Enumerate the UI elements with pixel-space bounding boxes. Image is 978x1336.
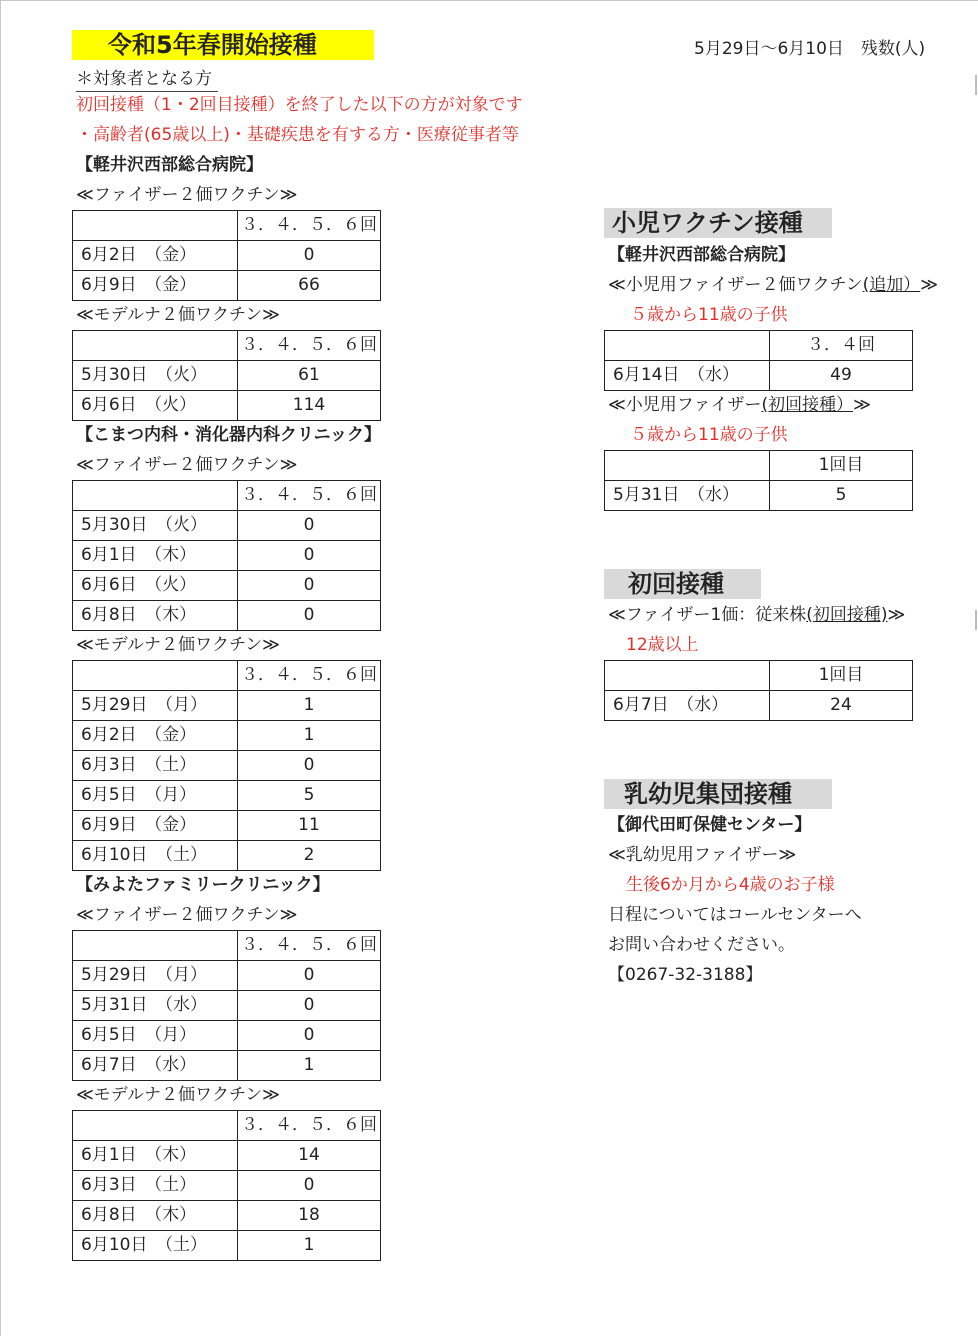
count-cell: 61 xyxy=(238,361,381,391)
count-cell: 18 xyxy=(238,1201,381,1231)
hospital-name: 【軽井沢西部総合病院】 xyxy=(608,245,795,265)
date-cell: 6月10日 （土） xyxy=(73,841,238,871)
section-heading: 小児ワクチン接種 xyxy=(604,208,832,238)
table-row xyxy=(73,391,381,421)
vaccine-label-close: ≫ xyxy=(853,395,871,415)
table-row xyxy=(73,1201,381,1231)
count-cell: 1 xyxy=(238,721,381,751)
table-row xyxy=(73,1141,381,1171)
table-header-row xyxy=(73,661,381,691)
count-cell: 0 xyxy=(238,991,381,1021)
date-cell: 6月1日 （木） xyxy=(73,541,238,571)
slots-table xyxy=(72,480,381,631)
table-header-row xyxy=(73,1111,381,1141)
date-cell: 6月2日 （金） xyxy=(73,241,238,271)
sheet-top-border xyxy=(0,0,978,1)
date-cell: 6月7日 （水） xyxy=(605,691,770,721)
column-header: ３．４．５．６回 xyxy=(238,331,381,361)
vaccine-label-underlined: (初回接種) xyxy=(806,605,888,625)
count-cell: 0 xyxy=(238,1021,381,1051)
count-cell: 24 xyxy=(770,691,913,721)
target-label: ＊対象者となる方 xyxy=(76,64,218,92)
table-row xyxy=(73,961,381,991)
count-cell: 0 xyxy=(238,241,381,271)
column-header: ３．４．５．６回 xyxy=(238,1111,381,1141)
date-cell: 6月14日 （水） xyxy=(605,361,770,391)
table-row xyxy=(73,241,381,271)
date-cell: 5月31日 （水） xyxy=(73,991,238,1021)
date-cell: 6月1日 （木） xyxy=(73,1141,238,1171)
table-row xyxy=(73,571,381,601)
count-cell: 2 xyxy=(238,841,381,871)
slots-table xyxy=(72,930,381,1081)
table-header-row xyxy=(73,211,381,241)
count-cell: 114 xyxy=(238,391,381,421)
age-note: ５歳から11歳の子供 xyxy=(630,305,788,325)
count-cell: 0 xyxy=(238,571,381,601)
phone-number: 【0267-32-3188】 xyxy=(608,965,763,985)
table-row xyxy=(73,361,381,391)
table-row xyxy=(605,691,913,721)
table-row xyxy=(605,361,913,391)
slots-table xyxy=(72,330,381,421)
date-cell: 5月29日 （月） xyxy=(73,961,238,991)
table-row xyxy=(73,541,381,571)
vaccine-label-underlined: (初回接種） xyxy=(761,395,854,415)
table-header-row xyxy=(73,931,381,961)
table-row xyxy=(73,601,381,631)
table-header-row xyxy=(73,331,381,361)
date-cell: 6月9日 （金） xyxy=(73,811,238,841)
count-cell: 1 xyxy=(238,1231,381,1261)
slots-table xyxy=(72,660,381,871)
count-cell: 0 xyxy=(238,541,381,571)
count-cell: 0 xyxy=(238,961,381,991)
date-cell: 6月9日 （金） xyxy=(73,271,238,301)
period-label: 5月29日〜6月10日 残数(人) xyxy=(694,39,926,59)
sheet-right-edge-mark xyxy=(975,75,977,95)
column-header: ３．４．５．６回 xyxy=(238,481,381,511)
venue-name: 【御代田町保健センター】 xyxy=(608,815,812,835)
count-cell: 11 xyxy=(238,811,381,841)
vaccine-label xyxy=(608,270,938,300)
age-note: 12歳以上 xyxy=(626,635,699,655)
table-header-row xyxy=(605,451,913,481)
date-cell: 6月8日 （木） xyxy=(73,1201,238,1231)
sheet-left-border xyxy=(0,0,1,1336)
date-cell: 5月29日 （月） xyxy=(73,691,238,721)
vaccine-label-close: ≫ xyxy=(887,605,906,625)
table-header-row xyxy=(605,661,913,691)
date-cell: 6月6日 （火） xyxy=(73,571,238,601)
age-note: ５歳から11歳の子供 xyxy=(630,425,788,445)
vaccine-label: ≪ファイザー２価ワクチン≫ xyxy=(76,905,298,925)
section-heading: 初回接種 xyxy=(604,569,761,599)
date-cell: 6月3日 （土） xyxy=(73,751,238,781)
vaccine-label-text: ≪ファイザー1価：従来株 xyxy=(608,605,807,625)
date-cell: 5月30日 （火） xyxy=(73,361,238,391)
section-heading: 乳幼児集団接種 xyxy=(604,779,832,809)
slots-table xyxy=(72,1110,381,1261)
table-row xyxy=(73,691,381,721)
table-row xyxy=(73,1051,381,1081)
date-cell: 6月3日 （土） xyxy=(73,1171,238,1201)
table-row xyxy=(605,481,913,511)
table-header-row xyxy=(73,481,381,511)
age-note: 生後6か月から4歳のお子様 xyxy=(626,875,835,895)
column-header: ３．４．５．６回 xyxy=(238,661,381,691)
vaccine-label: ≪モデルナ２価ワクチン≫ xyxy=(76,305,280,325)
table-row xyxy=(73,1171,381,1201)
table-row xyxy=(73,721,381,751)
column-header: 1回目 xyxy=(770,451,913,481)
hospital-name: 【みよたファミリークリニック】 xyxy=(76,875,330,895)
notice-line: ・高齢者(65歳以上)・基礎疾患を有する方・医療従事者等 xyxy=(76,125,519,145)
slots-table xyxy=(604,660,913,721)
date-cell: 6月7日 （水） xyxy=(73,1051,238,1081)
date-cell: 5月31日 （水） xyxy=(605,481,770,511)
table-row xyxy=(73,511,381,541)
date-cell: 5月30日 （火） xyxy=(73,511,238,541)
count-cell: 0 xyxy=(238,511,381,541)
table-row xyxy=(73,751,381,781)
vaccine-label xyxy=(608,390,871,420)
count-cell: 0 xyxy=(238,601,381,631)
table-row xyxy=(73,271,381,301)
vaccine-label: ≪ファイザー２価ワクチン≫ xyxy=(76,185,298,205)
vaccine-label: ≪モデルナ２価ワクチン≫ xyxy=(76,635,280,655)
table-row xyxy=(73,1231,381,1261)
vaccine-label-close: ≫ xyxy=(920,275,939,295)
table-row xyxy=(73,841,381,871)
column-header: ３．４．５．６回 xyxy=(238,931,381,961)
hospital-name: 【軽井沢西部総合病院】 xyxy=(76,155,263,175)
column-header: 1回目 xyxy=(770,661,913,691)
count-cell: 1 xyxy=(238,1051,381,1081)
vaccine-label: ≪乳幼児用ファイザー≫ xyxy=(608,845,797,865)
vaccine-label-text: ≪小児用ファイザー２価ワクチン xyxy=(608,275,863,295)
vaccine-label xyxy=(608,600,905,630)
date-cell: 6月6日 （火） xyxy=(73,391,238,421)
date-cell: 6月8日 （木） xyxy=(73,601,238,631)
date-cell: 6月10日 （土） xyxy=(73,1231,238,1261)
date-cell: 6月2日 （金） xyxy=(73,721,238,751)
vaccine-label-underlined: (追加） xyxy=(862,275,921,295)
info-line: 日程についてはコールセンターへ xyxy=(608,905,862,925)
info-line: お問い合わせください。 xyxy=(608,935,795,955)
slots-table xyxy=(72,210,381,301)
vaccine-label-text: ≪小児用ファイザー xyxy=(608,395,762,415)
notice-line: 初回接種（1・2回目接種）を終了した以下の方が対象です xyxy=(76,95,523,115)
count-cell: 0 xyxy=(238,1171,381,1201)
date-cell: 6月5日 （月） xyxy=(73,781,238,811)
column-header: ３．４回 xyxy=(770,331,913,361)
table-row xyxy=(73,811,381,841)
count-cell: 66 xyxy=(238,271,381,301)
vaccine-label: ≪ファイザー２価ワクチン≫ xyxy=(76,455,298,475)
table-row xyxy=(73,991,381,1021)
table-header-row xyxy=(605,331,913,361)
count-cell: 1 xyxy=(238,691,381,721)
slots-table xyxy=(604,330,913,391)
sheet-right-edge-mark xyxy=(975,610,977,630)
count-cell: 0 xyxy=(238,751,381,781)
table-row xyxy=(73,1021,381,1051)
count-cell: 5 xyxy=(770,481,913,511)
count-cell: 5 xyxy=(238,781,381,811)
slots-table xyxy=(604,450,913,511)
date-cell: 6月5日 （月） xyxy=(73,1021,238,1051)
count-cell: 49 xyxy=(770,361,913,391)
table-row xyxy=(73,781,381,811)
hospital-name: 【こまつ内科・消化器内科クリニック】 xyxy=(76,425,381,445)
count-cell: 14 xyxy=(238,1141,381,1171)
vaccine-label: ≪モデルナ２価ワクチン≫ xyxy=(76,1085,280,1105)
column-header: ３．４．５．６回 xyxy=(238,211,381,241)
page-title: 令和5年春開始接種 xyxy=(72,30,374,60)
